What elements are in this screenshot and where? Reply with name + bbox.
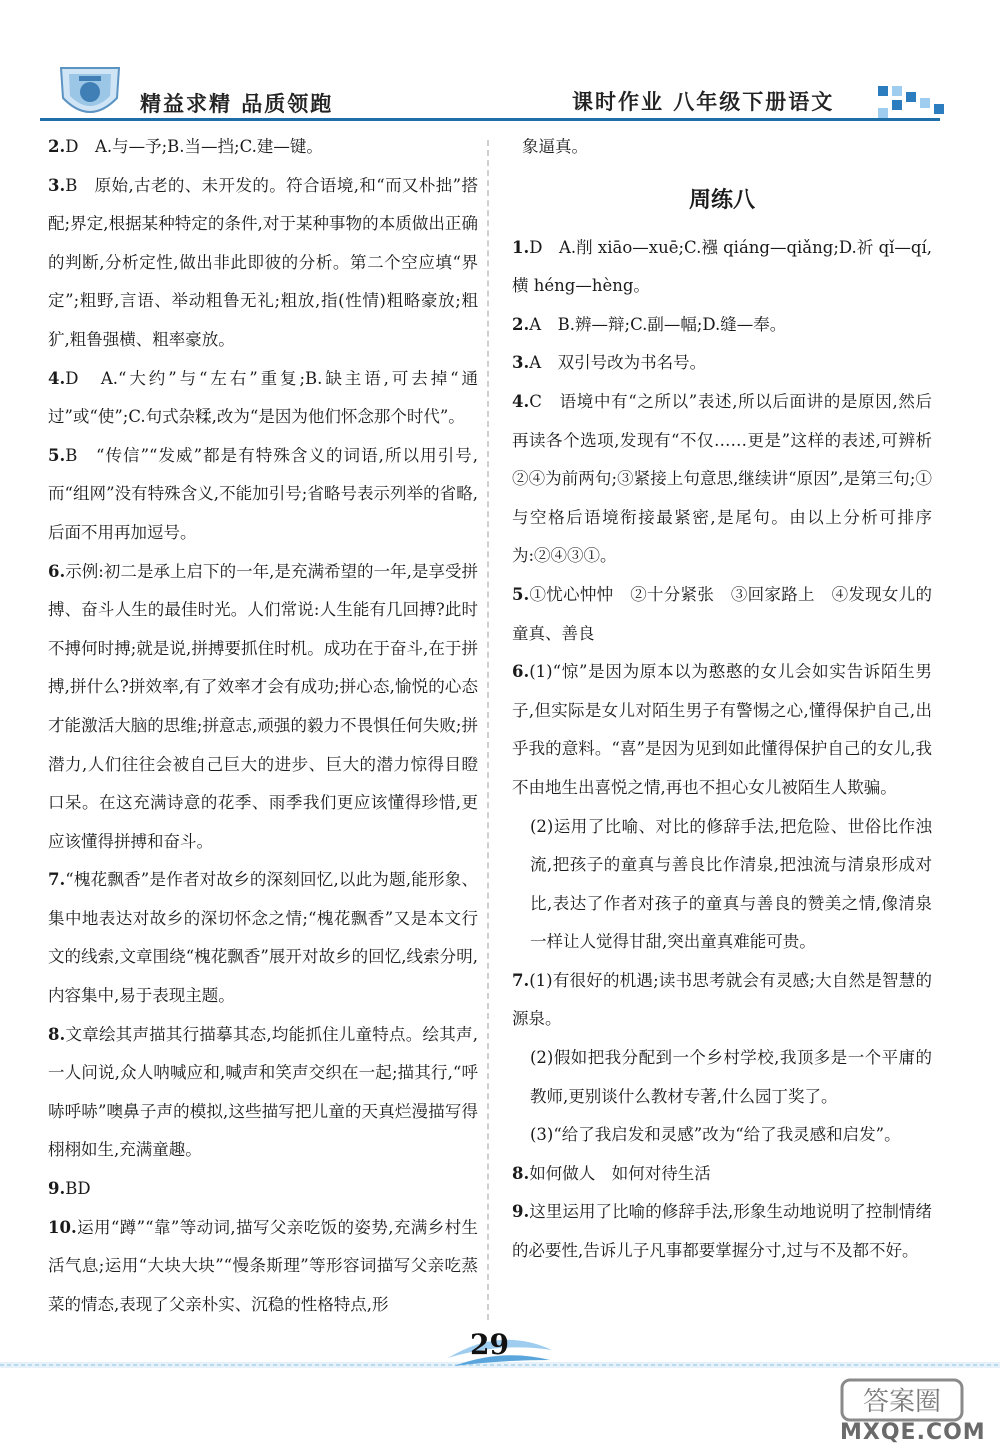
school-emblem-icon: [55, 62, 125, 124]
watermark-url: MXQE.COM: [840, 1420, 986, 1445]
answer-body: (1)有很好的机遇;读书思考就会有灵感;大自然是智慧的源泉。: [512, 970, 932, 1029]
header-slogan: 精益求精 品质领跑: [140, 92, 334, 116]
answer-item: [512, 808, 932, 962]
right-column: [512, 128, 932, 1271]
answer-text: [512, 808, 932, 962]
answer-item: [512, 383, 932, 576]
answer-number: 4.: [512, 391, 530, 411]
svg-text:答案圈: 答案圈: [862, 1387, 942, 1417]
answer-text: [48, 1016, 478, 1170]
answer-number: 9.: [48, 1179, 66, 1199]
answer-text: [48, 128, 478, 167]
answer-number: 6.: [512, 662, 530, 682]
answer-number: 5.: [48, 445, 66, 465]
answer-number: 2.: [48, 137, 66, 156]
answer-text: [512, 1039, 932, 1116]
answer-text: [512, 344, 932, 383]
answer-number: 7.: [512, 970, 530, 990]
answer-body: ①忧心忡忡 ②十分紧张 ③回家路上 ④发现女儿的童真、善良: [512, 584, 932, 643]
answer-number: 2.: [512, 314, 530, 334]
answer-body: (3)“给了我启发和灵感”改为“给了我灵感和启发”。: [530, 1125, 901, 1145]
continued-answer: [512, 128, 932, 167]
answer-item: [512, 344, 932, 383]
answer-body: A 双引号改为书名号。: [529, 353, 707, 373]
answer-item: [48, 1209, 478, 1325]
answer-body: A B.辨—辩;C.副—幅;D.缝—奉。: [529, 314, 787, 334]
answer-text: [48, 553, 478, 862]
answer-body: D A.与—予;B.当—挡;C.建—键。: [65, 137, 323, 156]
answer-item: [512, 1039, 932, 1116]
answer-item: [48, 167, 478, 360]
answer-body: D A.削 xiāo—xuē;C.襁 qiáng—qiǎng;D.祈 qǐ—qí,横 héng—hèng。: [512, 237, 932, 296]
answer-text: [512, 1155, 932, 1194]
answer-text: [48, 861, 478, 1015]
answer-body: 这里运用了比喻的修辞手法,形象生动地说明了控制情绪的必要性,告诉儿子凡事都要掌握分寸,过与不及都不好。: [512, 1202, 932, 1261]
answer-body: “槐花飘香”是作者对故乡的深刻回忆,以此为题,能形象、集中地表达对故乡的深切怀念之情;“槐花飘香”又是本文行文的线索,文章围绕“槐花飘香”展开对故乡的回忆,线索分明,内容集中,易于表现主题。: [48, 870, 478, 1006]
answer-number: 4.: [48, 368, 66, 388]
answer-number: 3.: [512, 353, 530, 373]
answer-text: [48, 360, 478, 437]
continued-text: 象逼真。: [522, 137, 588, 156]
answer-body: B “传信”“发威”都是有特殊含义的词语,所以用引号,而“组网”没有特殊含义,不能加引号;省略号表示列举的省略,后面不用再加逗号。: [48, 445, 478, 542]
answer-number: 3.: [48, 175, 66, 195]
answer-body: (1)“惊”是因为原本以为憨憨的女儿会如实告诉陌生男子,但实际是女儿对陌生男子有警惕之心,懂得保护自己,出乎我的意料。“喜”是因为见到如此懂得保护自己的女儿,我不由地生出喜悦之情,再也不担心女儿被陌生人欺骗。: [512, 662, 932, 797]
column-divider: [487, 140, 489, 1320]
answer-item: [48, 128, 478, 167]
answer-item: [512, 1155, 932, 1194]
answer-text: [512, 1193, 932, 1270]
right-answer-list: [512, 229, 932, 1271]
answer-number: 8.: [512, 1163, 530, 1183]
answer-body: C 语境中有“之所以”表述,所以后面讲的是原因,然后再读各个选项,发现有“不仅……更是”这样的表述,可辨析②④为前两句;③紧接上句意思,继续讲“原因”,是第三句;①与空格后语境衔接最紧密,是尾句。由以上分析可排序为:②④③①。: [512, 391, 932, 566]
answer-item: [48, 360, 478, 437]
answer-number: 5.: [512, 584, 530, 604]
answer-text: [48, 167, 478, 360]
answer-text: [512, 1116, 932, 1155]
answer-item: [512, 653, 932, 807]
left-column: [48, 128, 478, 1324]
answer-item: [512, 306, 932, 345]
checker-decoration-icon: [868, 78, 958, 122]
answer-item: [512, 576, 932, 653]
answer-item: [512, 1193, 932, 1270]
header-rule: [40, 118, 940, 121]
answer-text: [48, 1209, 478, 1325]
header-book-title: 课时作业 八年级下册语文: [572, 90, 835, 114]
answer-item: [48, 1016, 478, 1170]
answer-item: [48, 1170, 478, 1209]
answer-number: 10.: [48, 1217, 77, 1237]
answer-text: [48, 437, 478, 553]
answer-item: [48, 553, 478, 862]
answer-body: (2)运用了比喻、对比的修辞手法,把危险、世俗比作浊流,把孩子的童真与善良比作清泉,把浊流与清泉形成对比,表达了作者对孩子的童真与善良的赞美之情,像清泉一样让人觉得甘甜,突出童真难能可贵。: [530, 816, 932, 952]
answer-number: 9.: [512, 1202, 530, 1222]
section-heading: 周练八: [688, 187, 755, 213]
answer-item: [48, 437, 478, 553]
answer-item: [48, 861, 478, 1015]
answer-text: [512, 306, 932, 345]
answer-body: 如何做人 如何对待生活: [529, 1163, 711, 1183]
answer-number: 8.: [48, 1024, 66, 1044]
answer-body: 运用“蹲”“靠”等动词,描写父亲吃饭的姿势,充满乡村生活气息;运用“大块大块”“慢条斯理”等形容词描写父亲吃蒸菜的情态,表现了父亲朴实、沉稳的性格特点,形: [48, 1217, 478, 1314]
answer-text: [512, 653, 932, 807]
answer-body: BD: [65, 1179, 91, 1199]
answer-item: [512, 962, 932, 1039]
answer-number: 1.: [512, 237, 530, 257]
answer-text: [512, 383, 932, 576]
answer-text: [512, 962, 932, 1039]
page-number: 29: [470, 1328, 509, 1361]
answer-body: 示例:初二是承上启下的一年,是充满希望的一年,是享受拼搏、奋斗人生的最佳时光。人们常说:人生能有几回搏?此时不搏何时搏;就是说,拼搏要抓住时机。成功在于奋斗,在于拼搏,拼什么?拼效率,有了效率才会有成功;拼心态,愉悦的心态才能激活大脑的思维;拼意志,顽强的毅力不畏惧任何失败;拼潜力,人们往往会被自己巨大的进步、巨大的潜力惊得目瞪口呆。在这充满诗意的花季、雨季我们更应该懂得珍惜,更应该懂得拼搏和奋斗。: [48, 561, 478, 851]
answer-item: [512, 1116, 932, 1155]
answer-body: D A.“大约”与“左右”重复;B.缺主语,可去掉“通过”或“使”;C.句式杂糅,改为“是因为他们怀念那个时代”。: [48, 368, 478, 427]
answer-body: 文章绘其声描其行描摹其态,均能抓住儿童特点。绘其声,一人问说,众人呐喊应和,喊声和笑声交织在一起;描其行,“呼哧呼哧”噢鼻子声的模拟,这些描写把儿童的天真烂漫描写得栩栩如生,充满童趣。: [48, 1024, 478, 1160]
answer-body: B 原始,古老的、未开发的。符合语境,和“而又朴拙”搭配;界定,根据某种特定的条件,对于某种事物的本质做出正确的判断,分析定性,做出非此即彼的分析。第二个空应填“界定”;粗野,言语、举动粗鲁无礼;粗放,指(性情)粗略豪放;粗犷,粗鲁强横、粗率豪放。: [48, 175, 478, 349]
answer-body: (2)假如把我分配到一个乡村学校,我顶多是一个平庸的教师,更别谈什么教材专著,什么园丁奖了。: [530, 1048, 932, 1106]
answer-number: 7.: [48, 870, 66, 890]
answer-text: [48, 1170, 478, 1209]
page-header: [0, 0, 1000, 130]
answer-number: 6.: [48, 561, 66, 581]
answer-item: [512, 229, 932, 306]
answer-text: [512, 229, 932, 306]
answer-text: [512, 576, 932, 653]
